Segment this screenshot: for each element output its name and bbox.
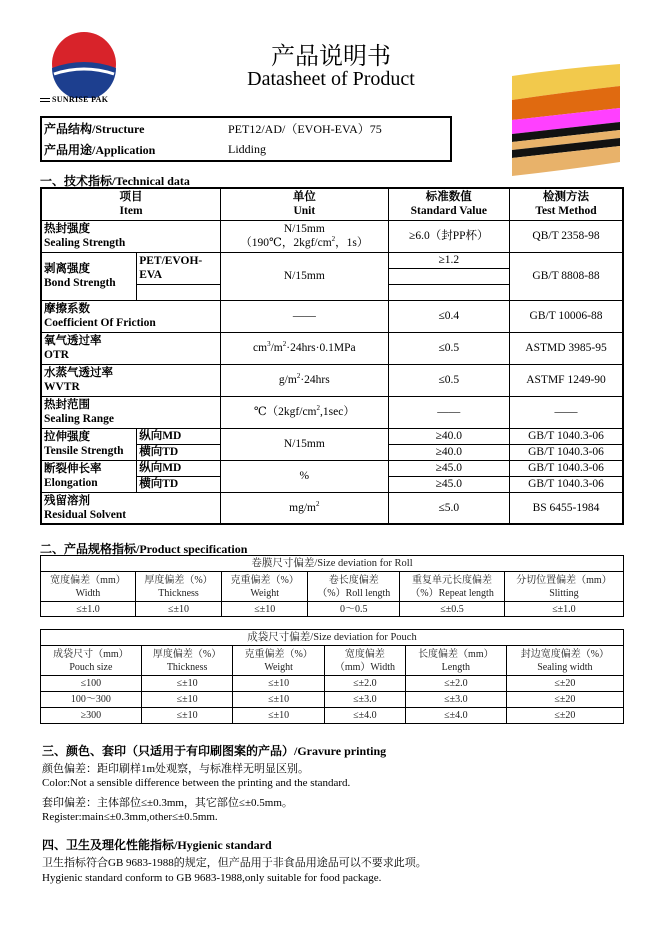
tensile-md: 纵向MD: [137, 428, 221, 444]
range-item: 热封范围 Sealing Range: [41, 396, 221, 428]
wvtr-std: ≤0.5: [388, 364, 509, 396]
pouch-cell: ≤±10: [141, 692, 233, 708]
pouch-cell: ≤±3.0: [405, 692, 506, 708]
wvtr-item: 水蒸气透过率 WVTR: [41, 364, 221, 396]
pouch-cell: ≤100: [41, 676, 142, 692]
pouch-row: [41, 708, 624, 724]
bond-test: GB/T 8808-88: [510, 252, 623, 300]
range-std: ——: [388, 396, 509, 428]
roll-col: 重复单元长度偏差 （%）Repeat length: [400, 572, 505, 602]
roll-deviation-table: [40, 555, 624, 617]
range-test: ——: [510, 396, 623, 428]
pouch-cell: ≤±4.0: [405, 708, 506, 724]
solvent-unit: $mg/m^2$: [221, 492, 389, 524]
row-otr: [41, 332, 623, 364]
page-title-cn: 产品说明书: [271, 42, 391, 70]
sealing-test: QB/T 2358-98: [510, 220, 623, 252]
tensile-test-md: GB/T 1040.3-06: [510, 428, 623, 444]
roll-cell: ≤±1.0: [504, 602, 623, 617]
pouch-cell: ≤±10: [233, 708, 325, 724]
row-residual-solvent: [41, 492, 623, 524]
pouch-cell: ≤±10: [233, 692, 325, 708]
elong-std-md: ≥45.0: [388, 460, 509, 476]
film-layers-illustration: [506, 62, 626, 180]
pouch-col: 成袋尺寸（mm） Pouch size: [41, 646, 142, 676]
row-bond-strength: [41, 252, 623, 268]
elong-td: 横向TD: [137, 476, 221, 492]
solvent-test: BS 6455-1984: [510, 492, 623, 524]
page-title-en: Datasheet of Product: [247, 68, 415, 90]
application-label: 产品用途/Application: [44, 143, 156, 157]
sealing-unit: N/15mm （190℃，$2kgf/cm^2$，1s）: [221, 220, 389, 252]
row-tensile-md: [41, 428, 623, 444]
tensile-std-td: ≥40.0: [388, 444, 509, 460]
bond-std-empty-1: [388, 268, 509, 284]
roll-col: 厚度偏差（%） Thickness: [135, 572, 221, 602]
otr-unit: $cm^3/m^2\cdot 24hrs\cdot 0.1MPa$: [221, 332, 389, 364]
friction-std: ≤0.4: [388, 300, 509, 332]
roll-cell: ≤±10: [222, 602, 308, 617]
roll-cell: ≤±10: [135, 602, 221, 617]
bond-sub: PET/EVOH-EVA: [137, 252, 221, 284]
pouch-cell: ≤±20: [506, 676, 623, 692]
row-elongation-md: [41, 460, 623, 476]
bond-sub-empty: [137, 284, 221, 300]
pouch-cell: ≤±10: [141, 708, 233, 724]
solvent-item: 残留溶剂 Residual Solvent: [41, 492, 221, 524]
pouch-cell: ≤±10: [233, 676, 325, 692]
elong-item: 断裂伸长率 Elongation: [41, 460, 137, 492]
pouch-cell: 100～300: [41, 692, 142, 708]
solvent-std: ≤5.0: [388, 492, 509, 524]
row-friction: [41, 300, 623, 332]
otr-test: ASTMD 3985-95: [510, 332, 623, 364]
printing-line-3: 套印偏差：主体部位≤±0.3mm，其它部位≤±0.5mm。: [42, 797, 293, 809]
pouch-cell: ≤±20: [506, 692, 623, 708]
elong-test-md: GB/T 1040.3-06: [510, 460, 623, 476]
roll-cell: ≤±0.5: [400, 602, 505, 617]
row-sealing-strength: [41, 220, 623, 252]
application-value: Lidding: [228, 142, 266, 156]
tensile-test-td: GB/T 1040.3-06: [510, 444, 623, 460]
friction-test: GB/T 10006-88: [510, 300, 623, 332]
section-spec-title: 二、产品规格指标/Product specification: [40, 542, 248, 556]
elong-md: 纵向MD: [137, 460, 221, 476]
friction-unit: ——: [221, 300, 389, 332]
elong-std-td: ≥45.0: [388, 476, 509, 492]
product-info-table: [40, 116, 452, 162]
tensile-td: 横向TD: [137, 444, 221, 460]
elong-test-td: GB/T 1040.3-06: [510, 476, 623, 492]
printing-line-4: Register:main≤±0.3mm,other≤±0.5mm.: [42, 811, 218, 823]
brand-name: SUNRISE PAK: [40, 95, 108, 104]
col-item: 项目 Item: [41, 188, 221, 220]
pouch-col: 宽度偏差 （mm）Width: [324, 646, 405, 676]
range-unit: $℃(2kgf/cm^2,1\sec)$: [221, 396, 389, 428]
structure-label: 产品结构/Structure: [44, 122, 145, 136]
pouch-cell: ≤±2.0: [324, 676, 405, 692]
pouch-col: 封边宽度偏差（%） Sealing width: [506, 646, 623, 676]
roll-header-row: [41, 572, 624, 602]
roll-cell: 0～0.5: [308, 602, 400, 617]
pouch-cell: ≤±10: [141, 676, 233, 692]
roll-title: 卷膜尺寸偏差/Size deviation for Roll: [41, 556, 624, 572]
col-test-method: 检测方法 Test Method: [510, 188, 623, 220]
pouch-header-row: [41, 646, 624, 676]
wvtr-unit: $g/m^2\cdot 24hrs$: [221, 364, 389, 396]
pouch-col: 克重偏差（%） Weight: [233, 646, 325, 676]
elong-unit: %: [221, 460, 389, 492]
section-hygienic-title: 四、卫生及理化性能指标/Hygienic standard: [42, 838, 272, 852]
hygienic-line-2: Hygienic standard conform to GB 9683-1988,only suitable for food package.: [42, 872, 382, 884]
bond-std-empty-2: [388, 284, 509, 300]
wvtr-test: ASTMF 1249-90: [510, 364, 623, 396]
roll-cell: ≤±1.0: [41, 602, 136, 617]
col-standard: 标准数值 Standard Value: [388, 188, 509, 220]
row-wvtr: [41, 364, 623, 396]
bond-item: 剥离强度 Bond Strength: [41, 252, 137, 300]
hygienic-line-1: 卫生指标符合GB 9683-1988的规定，但产品用于非食品用途品可以不要求此项。: [42, 857, 427, 869]
technical-data-table: [40, 187, 624, 525]
printing-line-2: Color:Not a sensible difference between the printing and the standard.: [42, 777, 351, 789]
structure-value: PET12/AD/（EVOH-EVA）75: [228, 122, 382, 136]
sealing-item: 热封强度 Sealing Strength: [41, 220, 221, 252]
roll-value-row: [41, 602, 624, 617]
pouch-title: 成袋尺寸偏差/Size deviation for Pouch: [41, 630, 624, 646]
otr-std: ≤0.5: [388, 332, 509, 364]
bond-std: ≥1.2: [388, 252, 509, 268]
section-printing-title: 三、颜色、套印（只适用于有印刷图案的产品）/Gravure printing: [42, 744, 387, 758]
pouch-deviation-table: [40, 629, 624, 724]
col-unit: 单位 Unit: [221, 188, 389, 220]
table-header: [41, 188, 623, 220]
pouch-cell: ≤±2.0: [405, 676, 506, 692]
pouch-row: [41, 676, 624, 692]
pouch-col: 厚度偏差（%） Thickness: [141, 646, 233, 676]
roll-col: 宽度偏差（mm） Width: [41, 572, 136, 602]
printing-line-1: 颜色偏差：距印刷样1m处观察，与标准样无明显区别。: [42, 763, 310, 775]
otr-item: 氧气透过率 OTR: [41, 332, 221, 364]
row-sealing-range: [41, 396, 623, 428]
structure-row: [41, 117, 451, 139]
section-technical-title: 一、技术指标/Technical data: [40, 174, 190, 188]
pouch-col: 长度偏差（mm） Length: [405, 646, 506, 676]
roll-col: 分切位置偏差（mm） Slitting: [504, 572, 623, 602]
pouch-cell: ≤±4.0: [324, 708, 405, 724]
tensile-unit: N/15mm: [221, 428, 389, 460]
bond-unit: N/15mm: [221, 252, 389, 300]
tensile-std-md: ≥40.0: [388, 428, 509, 444]
friction-item: 摩擦系数 Coefficient Of Friction: [41, 300, 221, 332]
pouch-cell: ≥300: [41, 708, 142, 724]
pouch-row: [41, 692, 624, 708]
tensile-item: 拉伸强度 Tensile Strength: [41, 428, 137, 460]
application-row: [41, 139, 451, 161]
pouch-cell: ≤±3.0: [324, 692, 405, 708]
sealing-std: ≥6.0（封PP杯）: [388, 220, 509, 252]
pouch-cell: ≤±20: [506, 708, 623, 724]
roll-col: 克重偏差（%） Weight: [222, 572, 308, 602]
roll-col: 卷长度偏差 （%）Roll length: [308, 572, 400, 602]
